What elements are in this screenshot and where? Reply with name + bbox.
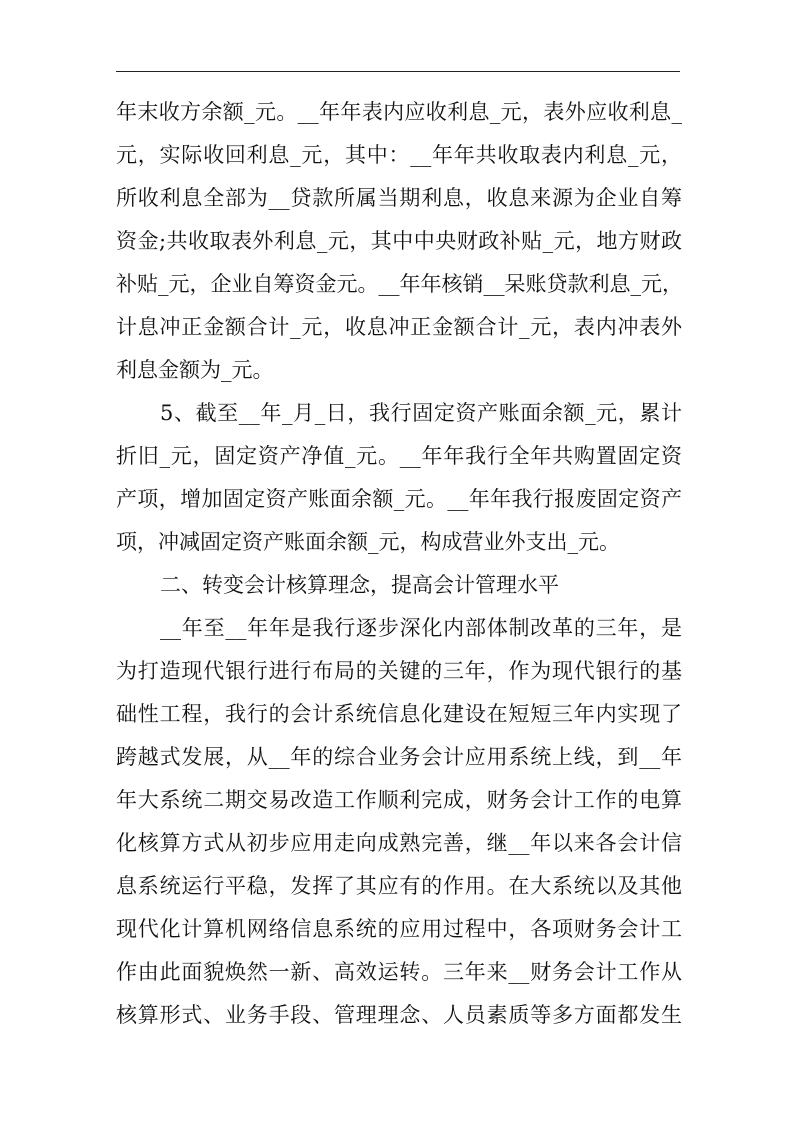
text-line: 作由此面貌焕然一新、高效运转。三年来__财务会计工作从 (116, 960, 682, 984)
text-line: 计息冲正金额合计_元，收息冲正金额合计_元，表内冲表外 (116, 315, 682, 339)
text-line: 项，冲减固定资产账面余额_元，构成营业外支出_元。 (116, 530, 620, 554)
section-heading: 二、转变会计核算理念，提高会计管理水平 (160, 573, 559, 597)
header-rule (116, 71, 680, 72)
text-line: 年末收方余额_元。__年年表内应收利息_元，表外应收利息_ (116, 100, 682, 124)
text-line: 折旧_元，固定资产净值_元。__年年我行全年共购置固定资 (116, 444, 682, 468)
text-line: 所收利息全部为__贷款所属当期利息，收息来源为企业自筹 (116, 186, 682, 210)
text-line: 核算形式、业务手段、管理理念、人员素质等多方面都发生 (116, 1003, 682, 1027)
text-line: 年大系统二期交易改造工作顺利完成，财务会计工作的电算 (116, 788, 682, 812)
text-line: 元，实际收回利息_元，其中：__年年共收取表内利息_元， (116, 143, 682, 167)
text-line: 跨越式发展，从__年的综合业务会计应用系统上线，到__年 (116, 745, 682, 769)
text-line: 资金;共收取表外利息_元，其中中央财政补贴_元，地方财政 (116, 229, 682, 253)
text-line: 为打造现代银行进行布局的关键的三年，作为现代银行的基 (116, 659, 682, 683)
paragraph-start-line: __年至__年年是我行逐步深化内部体制改革的三年，是 (160, 616, 682, 640)
paragraph-start-line: 5、截至__年_月_日，我行固定资产账面余额_元，累计 (160, 401, 682, 425)
text-line: 补贴_元，企业自筹资金元。__年年核销__呆账贷款利息_元， (116, 272, 683, 296)
text-line: 现代化计算机网络信息系统的应用过程中，各项财务会计工 (116, 917, 682, 941)
text-line: 产项，增加固定资产账面余额_元。__年年我行报废固定资产 (116, 487, 682, 511)
text-line: 化核算方式从初步应用走向成熟完善，继__年以来各会计信 (116, 831, 682, 855)
text-line: 利息金额为_元。 (116, 358, 274, 382)
text-line: 息系统运行平稳，发挥了其应有的作用。在大系统以及其他 (116, 874, 682, 898)
text-line: 础性工程，我行的会计系统信息化建设在短短三年内实现了 (116, 702, 682, 726)
